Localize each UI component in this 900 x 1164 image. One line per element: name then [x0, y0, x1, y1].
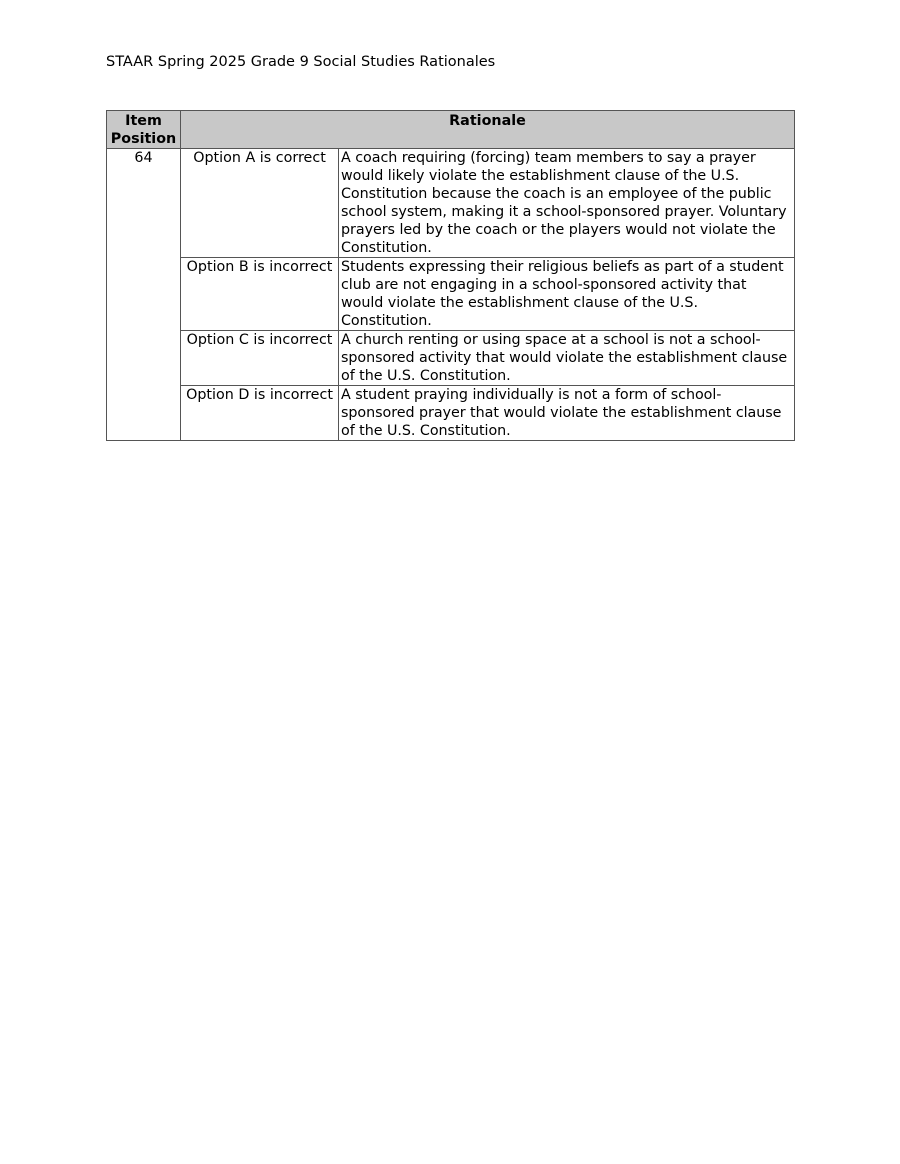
item-position-header-line2: Position	[110, 131, 177, 147]
table-row	[107, 386, 795, 441]
rationale-text-cell: A student praying individually is not a form of school-sponsored prayer that would violate the establishment clause of the U.S. Constitution.	[339, 386, 795, 441]
rationale-text-cell: A church renting or using space at a school is not a school-sponsored activity that would violate the establishment clause of the U.S. Constitution.	[339, 331, 795, 386]
item-position-header-line1: Item	[125, 113, 162, 129]
item-position-header	[107, 111, 181, 149]
item-position-cell: 64	[107, 149, 181, 441]
rationale-table	[106, 110, 795, 441]
page-header-title: STAAR Spring 2025 Grade 9 Social Studies Rationales	[106, 54, 496, 70]
option-cell: Option C is incorrect	[181, 331, 339, 386]
table-row	[107, 331, 795, 386]
rationale-header: Rationale	[181, 111, 795, 149]
table-row	[107, 149, 795, 258]
option-cell: Option B is incorrect	[181, 258, 339, 331]
table-header-row	[107, 111, 795, 149]
rationale-text-cell: Students expressing their religious beliefs as part of a student club are not engaging in a school-sponsored activity that would violate the establishment clause of the U.S. Constitution.	[339, 258, 795, 331]
option-cell: Option D is incorrect	[181, 386, 339, 441]
table-row	[107, 258, 795, 331]
rationale-text-cell: A coach requiring (forcing) team members to say a prayer would likely violate the establishment clause of the U.S. Constitution because the coach is an employee of the public school system, making it a school-sponsored prayer. Voluntary prayers led by the coach or the players would not violate the Constitution.	[339, 149, 795, 258]
option-cell: Option A is correct	[181, 149, 339, 258]
